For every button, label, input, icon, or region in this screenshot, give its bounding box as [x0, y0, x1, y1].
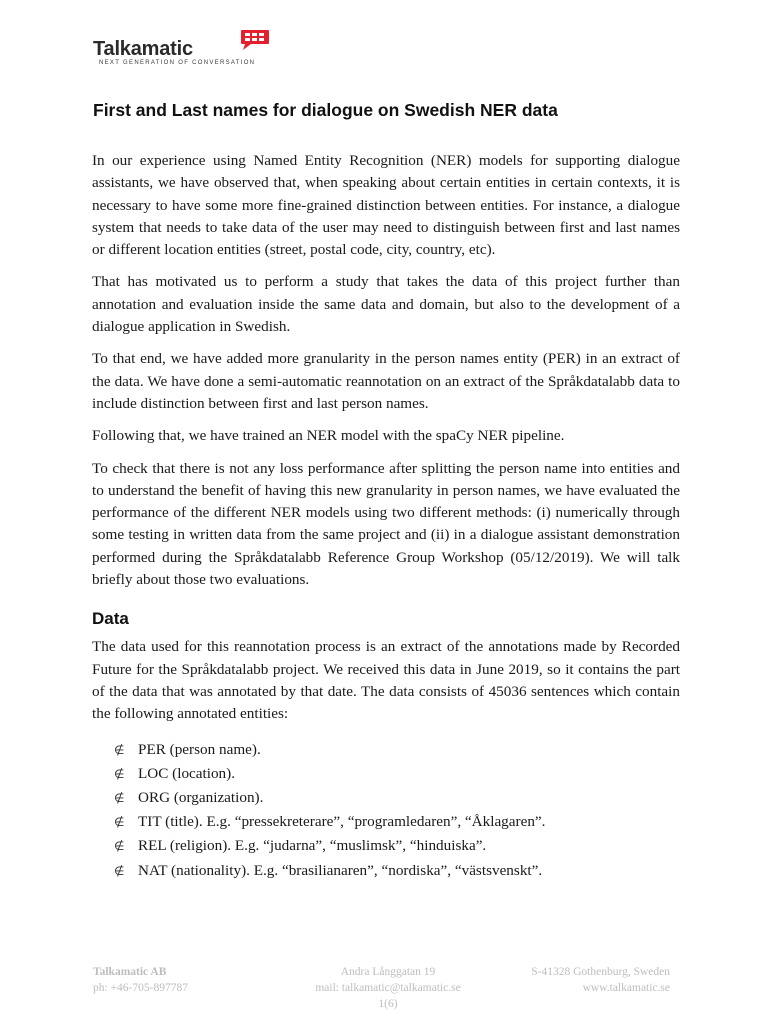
footer-page-number: 1(6) — [378, 998, 398, 1010]
entity-text: TIT (title). E.g. “pressekreterare”, “programledaren”, “Åklagaren”. — [138, 813, 546, 831]
training-paragraph: Following that, we have trained an NER model with the spaCy NER pipeline. — [92, 427, 565, 445]
bullet-icon: ∉ — [114, 863, 125, 878]
speech-bubble-logo-icon — [238, 28, 270, 52]
footer-mail: mail: talkamatic@talkamatic.se — [315, 982, 461, 994]
talkamatic-logo — [93, 28, 283, 72]
footer-location-block — [500, 964, 670, 996]
footer-web: www.talkamatic.se — [582, 982, 670, 994]
entity-text: NAT (nationality). E.g. “brasilianaren”, “nordiska”, “västsvenskt”. — [138, 861, 543, 879]
list-item — [92, 859, 680, 883]
bullet-icon: ∉ — [114, 815, 125, 830]
list-item — [92, 834, 680, 858]
footer-company-block — [93, 964, 188, 996]
footer-company: Talkamatic AB — [93, 966, 167, 978]
bullet-icon: ∉ — [114, 839, 125, 854]
motivation-paragraph: That has motivated us to perform a study that takes the data of this project further than annotation and evaluation inside the same data and domain, but also to the development of a dialogue application in Swedish. — [92, 273, 680, 336]
intro-paragraph: In our experience using Named Entity Recognition (NER) models for supporting dialogue assistants, we have observed that, when speaking about certain entities in certain contexts, it is necessary to have some more fine-grained distinction between entities. For instance, a dialogue system that needs to take data of the user may need to distinguish between first and last names or different location entities (street, postal code, city, country, etc). — [92, 152, 680, 259]
evaluation-paragraph: To check that there is not any loss performance after splitting the person name into entities and to understand the benefit of having this new granularity in person names, we have evaluated the performance of the different NER models using two different methods: (i) numerically through some testing in written data from the same project and (ii) in a dialogue assistant demonstration performed during the Språkdatalabb Reference Group Workshop (05/12/2019). We will talk briefly about those two evaluations. — [92, 459, 680, 589]
entity-text: REL (religion). E.g. “judarna”, “muslimsk”, “hinduiska”. — [138, 837, 487, 855]
entity-text: PER (person name). — [138, 740, 261, 758]
bullet-icon: ∉ — [114, 766, 125, 781]
list-item — [92, 810, 680, 834]
data-section-heading: Data — [92, 609, 129, 629]
bullet-icon: ∉ — [114, 790, 125, 805]
entity-text: ORG (organization). — [138, 788, 264, 806]
footer-street: Andra Långgatan 19 — [340, 966, 436, 978]
granularity-paragraph: To that end, we have added more granularity in the person names entity (PER) in an extract of the data. We have done a semi-automatic reannotation on an extract of the Språkdatalabb data to include distinction between first and last person names. — [92, 350, 680, 412]
page-title: First and Last names for dialogue on Swedish NER data — [93, 100, 558, 120]
logo-wordmark: Talkamatic — [93, 38, 193, 60]
document-body — [92, 150, 680, 883]
list-item — [92, 786, 680, 810]
footer-address-block — [303, 964, 473, 1012]
bullet-icon: ∉ — [114, 742, 125, 757]
entity-text: LOC (location). — [138, 764, 236, 782]
entity-list — [92, 738, 680, 883]
footer-phone: ph: +46-705-897787 — [93, 982, 188, 994]
list-item — [92, 738, 680, 762]
footer-city: S-41328 Gothenburg, Sweden — [531, 966, 670, 978]
data-paragraph: The data used for this reannotation process is an extract of the annotations made by Recorded Future for the Språkdatalabb project. We received this data in June 2019, so it contains the part of the data that was annotated by that date. The data consists of 45036 sentences which contain the following annotated entities: — [92, 638, 680, 723]
list-item — [92, 762, 680, 786]
logo-tagline: NEXT GENERATION OF CONVERSATION — [99, 60, 256, 66]
